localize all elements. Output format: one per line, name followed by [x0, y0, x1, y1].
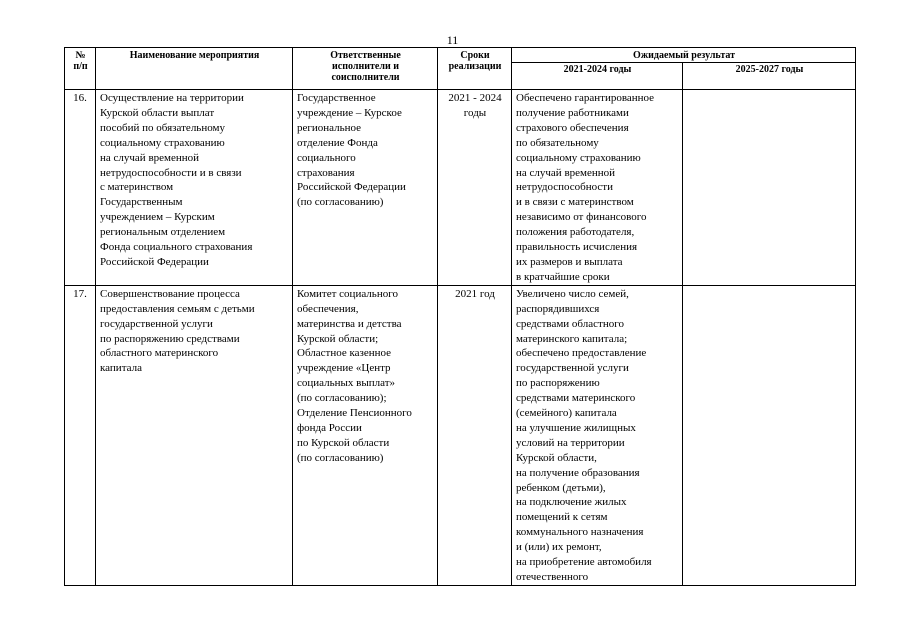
- measure-name: Осуществление на территории Курской области выплат пособий по обязательному социальному страхованию на случай временной нетрудоспособности и в связи с материнством Государственным учреждением – Курским региональным отделением Фонда социального страхования Российской Федерации: [96, 90, 293, 286]
- measures-table: [64, 47, 856, 586]
- header-deadline: Сроки реализации: [438, 48, 512, 90]
- header-period-2025-2027: 2025-2027 годы: [683, 63, 856, 90]
- result-2025-2027: [683, 285, 856, 585]
- header-expected-result: Ожидаемый результат: [512, 48, 856, 63]
- page-number: 11: [446, 33, 459, 47]
- implementation-deadline: 2021 - 2024 годы: [438, 90, 512, 286]
- responsible-executors: Государственное учреждение – Курское региональное отделение Фонда социального страхования Российской Федерации (по согласованию): [293, 90, 438, 286]
- table-row: [65, 285, 856, 585]
- result-2021-2024: Увеличено число семей, распорядившихся средствами областного материнского капитала; обеспечено предоставление государственной услуги по распоряжению средствами материнского (семейного) капитала на улучшение жилищных условий на территории Курской области, на получение образования ребенком (детьми), на подключение жилых помещений к сетям коммунального назначения и (или) их ремонт, на приобретение автомобиля отечественного: [512, 285, 683, 585]
- row-number: 16.: [65, 90, 96, 286]
- measure-name: Совершенствование процесса предоставления семьям с детьми государственной услуги по распоряжению средствами областного материнского капитала: [96, 285, 293, 585]
- responsible-executors: Комитет социального обеспечения, материнства и детства Курской области; Областное казенное учреждение «Центр социальных выплат» (по согласованию); Отделение Пенсионного фонда России по Курской области (по согласованию): [293, 285, 438, 585]
- result-2025-2027: [683, 90, 856, 286]
- result-2021-2024: Обеспечено гарантированное получение работниками страхового обеспечения по обязательному социальному страхованию на случай временной нетрудоспособности и в связи с материнством независимо от финансового положения работодателя, правильность исчисления их размеров и выплата в кратчайшие сроки: [512, 90, 683, 286]
- implementation-deadline: 2021 год: [438, 285, 512, 585]
- header-name: Наименование мероприятия: [96, 48, 293, 90]
- row-number: 17.: [65, 285, 96, 585]
- table-row: [65, 90, 856, 286]
- header-period-2021-2024: 2021-2024 годы: [512, 63, 683, 90]
- header-num: № п/п: [65, 48, 96, 90]
- header-responsible: Ответственные исполнители и соисполнители: [293, 48, 438, 90]
